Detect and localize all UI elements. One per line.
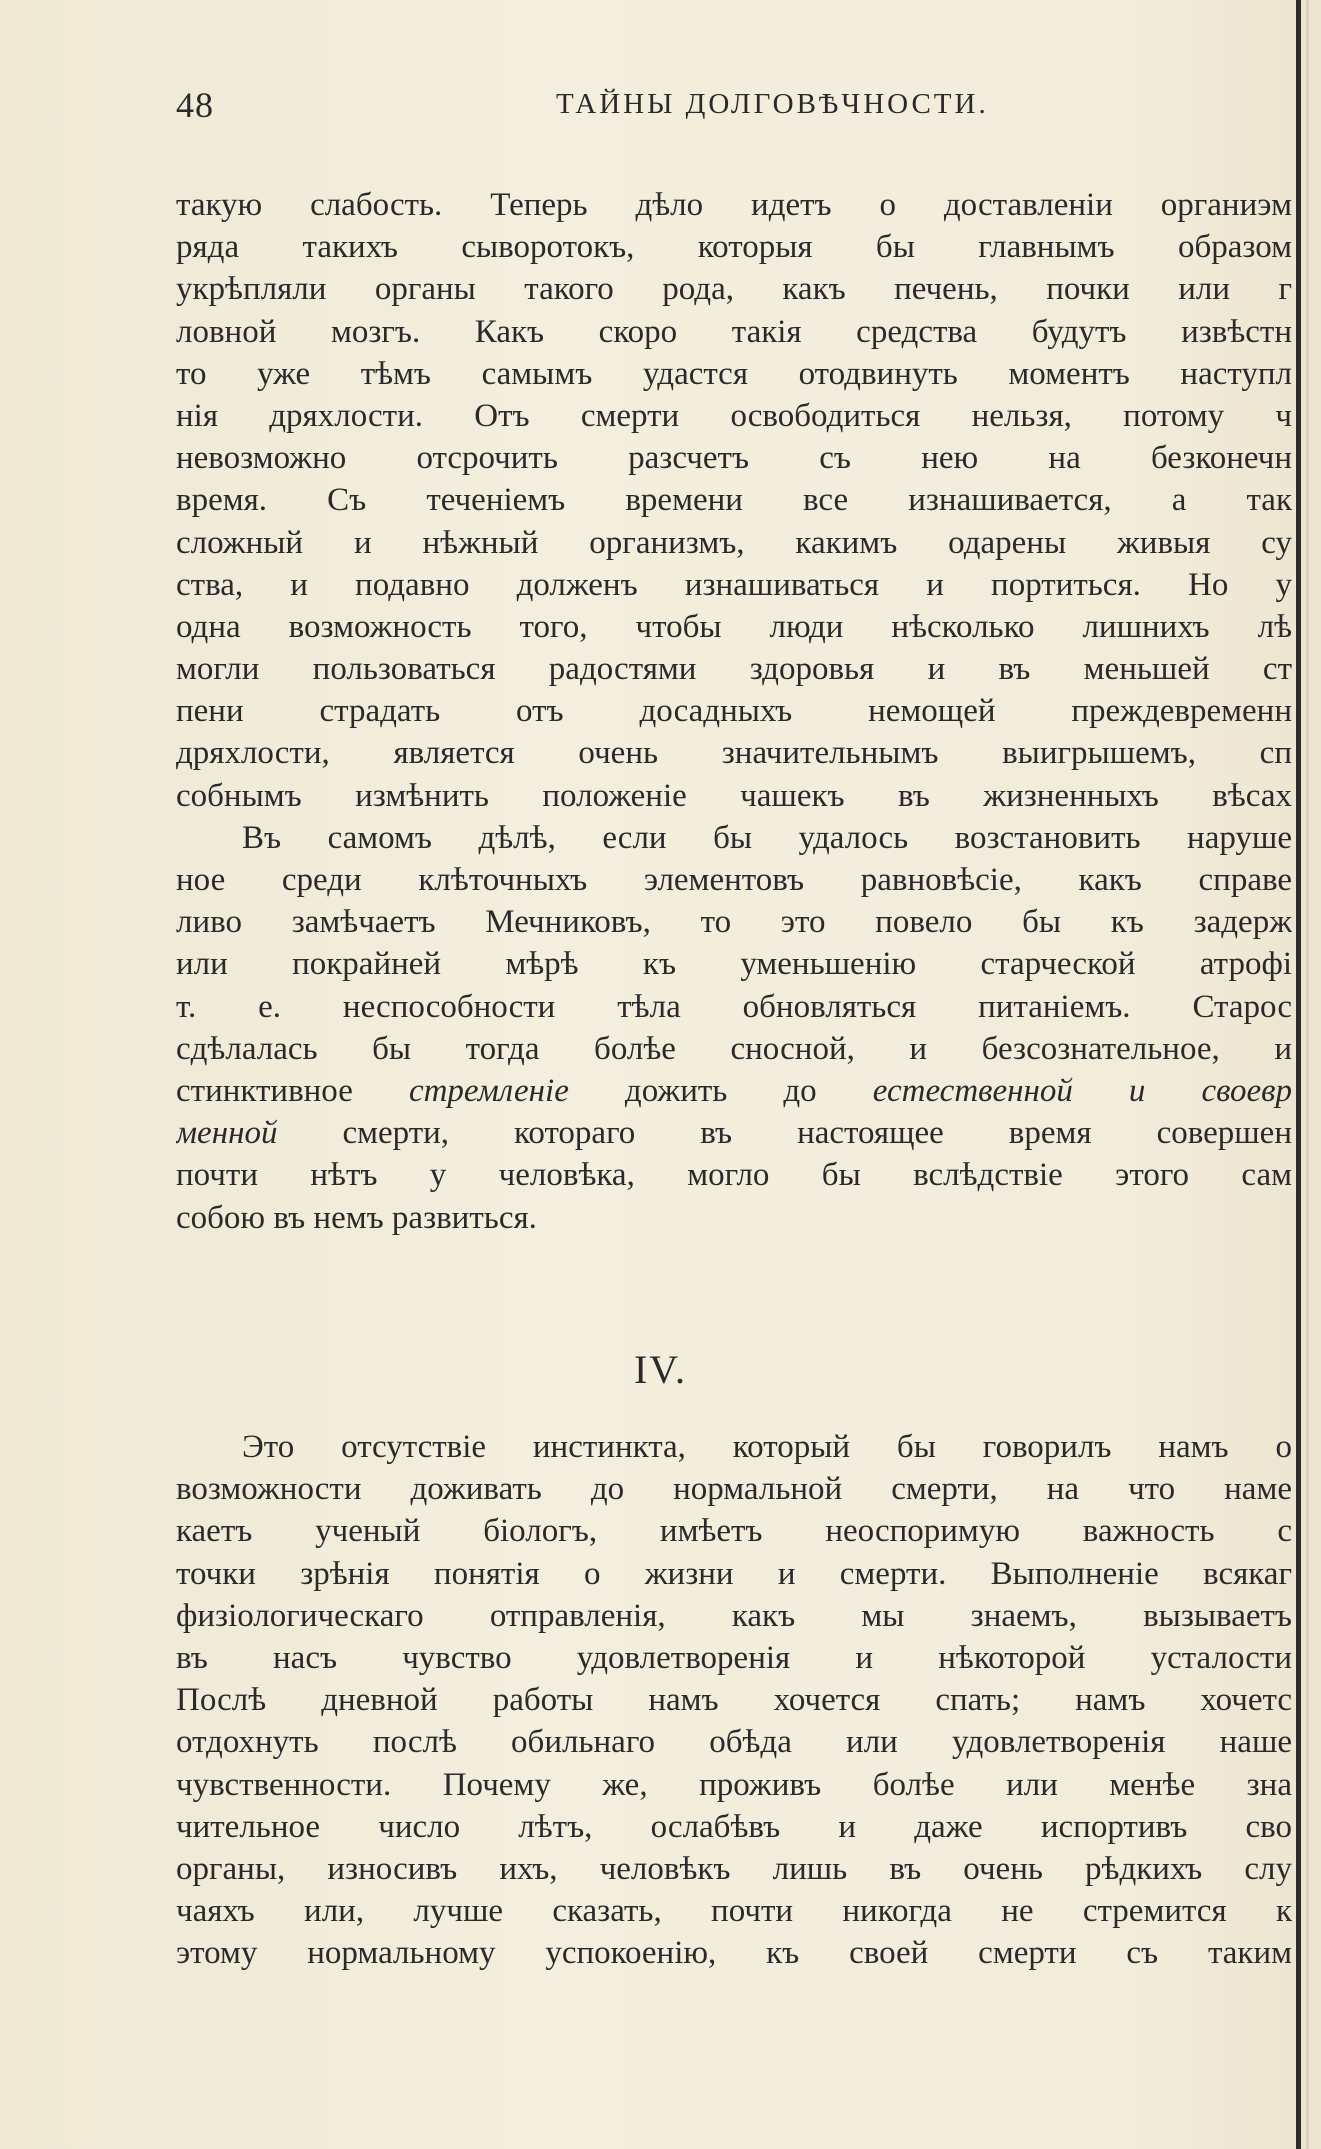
page-header <box>176 84 1286 124</box>
text-run: стинктивное <box>176 1072 409 1109</box>
text-line: Послѣ дневной работы намъ хочется спать; намъ хочетс <box>176 1682 1292 1719</box>
text-line: могли пользоваться радостями здоровья и въ меньшей ст <box>176 651 1292 688</box>
text-line-indented: Это отсутствіе инстинкта, который бы говорилъ намъ о <box>242 1429 1292 1465</box>
italic-run: стремленіе <box>408 1072 569 1109</box>
text-line-mixed <box>176 1112 1292 1154</box>
text-line: этому нормальному успокоенію, къ своей смерти съ таким <box>176 1935 1292 1972</box>
text-block-bottom <box>176 1426 1292 1974</box>
running-head: ТАЙНЫ ДОЛГОВѢЧНОСТИ. <box>556 88 989 120</box>
italic-run: менной <box>176 1115 278 1152</box>
text-block-top <box>176 184 1292 1239</box>
text-line: почти нѣтъ у человѣка, могло бы вслѣдствіе этого сам <box>176 1157 1292 1194</box>
text-line: ловной мозгъ. Какъ скоро такія средства будутъ извѣстн <box>176 313 1292 350</box>
text-line: одна возможность того, чтобы люди нѣсколько лишнихъ лѣ <box>176 608 1292 645</box>
text-line: точки зрѣнія понятія о жизни и смерти. Выполненіе всякаг <box>176 1555 1292 1592</box>
text-line: чительное число лѣтъ, ослабѣвъ и даже испортивъ сво <box>176 1808 1292 1845</box>
text-line: ряда такихъ сыворотокъ, которыя бы главнымъ образом <box>176 229 1292 266</box>
text-line: ливо замѣчаетъ Мечниковъ, то это повело бы къ задерж <box>176 904 1292 941</box>
text-line-indented: Въ самомъ дѣлѣ, если бы удалось возстановить наруше <box>242 819 1292 856</box>
text-line: физіологическаго отправленія, какъ мы знаемъ, вызываетъ <box>176 1597 1292 1634</box>
section-heading: IV. <box>633 1347 688 1392</box>
page-number: 48 <box>176 85 214 125</box>
text-run: дожить до <box>568 1072 873 1109</box>
text-line: такую слабость. Теперь дѣло идетъ о доставленіи органиэм <box>176 187 1292 223</box>
text-line: сложный и нѣжный организмъ, какимъ одарены живыя су <box>176 524 1292 561</box>
text-line: чаяхъ или, лучше сказать, почти никогда не стремится к <box>176 1893 1292 1930</box>
text-line: чувственности. Почему же, проживъ болѣе или менѣе зна <box>176 1766 1292 1803</box>
text-line: невозможно отсрочить разсчетъ съ нею на безконечн <box>176 440 1292 477</box>
text-line-last: собою въ немъ развиться. <box>176 1199 537 1236</box>
text-line: укрѣпляли органы такого рода, какъ печень, почки или г <box>176 271 1292 308</box>
page-edge-dark <box>1296 0 1301 2149</box>
text-line: каетъ ученый біологъ, имѣетъ неоспоримую важность с <box>176 1513 1292 1550</box>
page-edge-light <box>1306 0 1309 2149</box>
text-line: возможности доживать до нормальной смерти, на что наме <box>176 1471 1292 1508</box>
text-line: то уже тѣмъ самымъ удастся отодвинуть моментъ наступл <box>176 355 1292 392</box>
text-line: т. е. неспособности тѣла обновляться питаніемъ. Старос <box>176 988 1292 1025</box>
text-line: время. Съ теченіемъ времени все изнашивается, а так <box>176 482 1292 519</box>
text-line: ное среди клѣточныхъ элементовъ равновѣсіе, какъ справе <box>176 862 1292 898</box>
text-line: нія дряхлости. Отъ смерти освободиться нельзя, потому ч <box>176 397 1292 434</box>
text-line: или покрайней мѣрѣ къ уменьшенію старческой атрофі <box>176 946 1292 983</box>
text-line: пени страдать отъ досадныхъ немощей преждевременн <box>176 693 1292 730</box>
text-run: смерти, котораго въ настоящее время совершен <box>277 1115 1292 1152</box>
italic-run: естественной и своевр <box>872 1072 1292 1109</box>
text-line: органы, износивъ ихъ, человѣкъ лишь въ очень рѣдкихъ слу <box>176 1850 1292 1887</box>
text-line: ства, и подавно долженъ изнашиваться и портиться. Но у <box>176 566 1292 603</box>
text-line-mixed <box>176 1070 1292 1112</box>
text-line: дряхлости, является очень значительнымъ выигрышемъ, сп <box>176 735 1292 772</box>
text-line: сдѣлалась бы тогда болѣе сносной, и безсознательное, и <box>176 1030 1292 1067</box>
text-line: отдохнуть послѣ обильнаго обѣда или удовлетворенія наше <box>176 1724 1292 1761</box>
text-line: въ насъ чувство удовлетворенія и нѣкоторой усталости <box>176 1639 1292 1676</box>
text-line: собнымъ измѣнить положеніе чашекъ въ жизненныхъ вѣсах <box>176 777 1292 814</box>
